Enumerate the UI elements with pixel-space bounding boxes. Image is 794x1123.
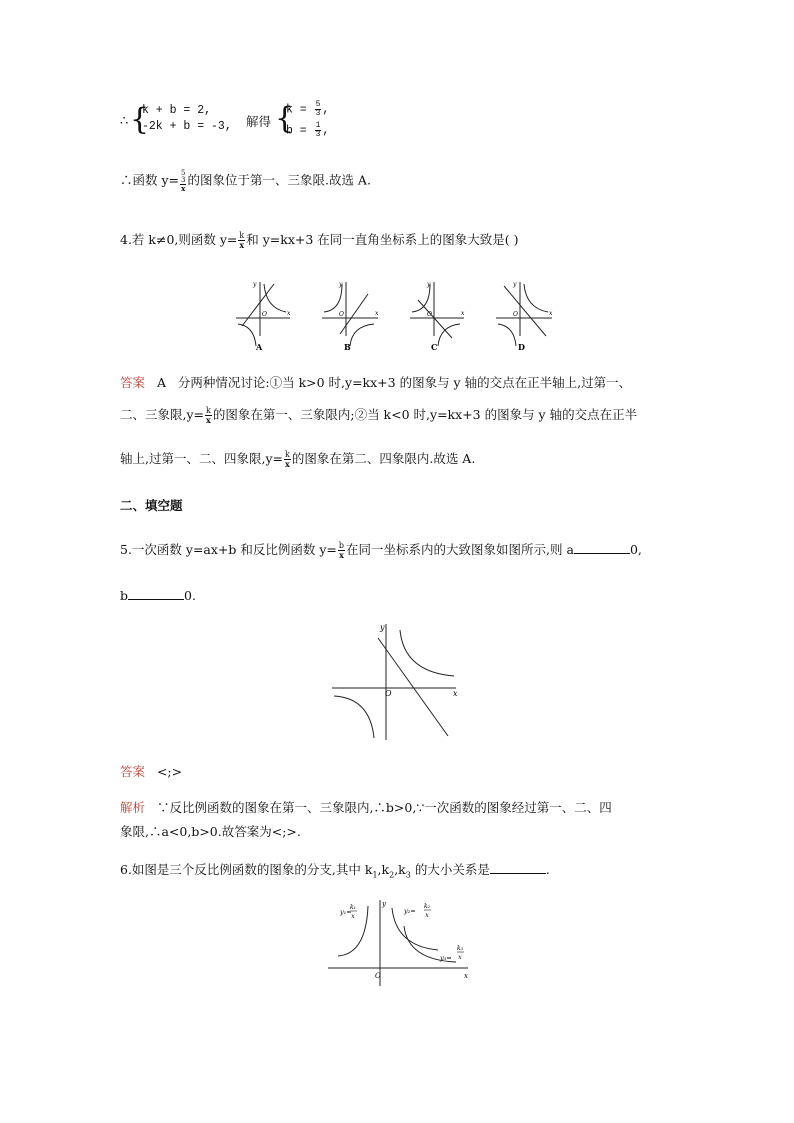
q5-analysis-text1: ∵反比例函数的图象在第一、三象限内,∴b>0,∵一次函数的图象经过第一、二、四 [156, 800, 612, 815]
q4-graph-d [496, 282, 552, 346]
section-title: 二、填空题 [120, 498, 183, 513]
q4-answer-line1 [120, 373, 631, 391]
solution-k-lhs: k = [286, 103, 314, 117]
q6-sep2: ,k [394, 862, 406, 877]
q3-conclusion-fraction [180, 170, 186, 192]
q4-graph-a-hyperbola-q1 [264, 284, 286, 312]
q6-label-k2: k₂ [423, 903, 431, 910]
solution-b-lhs: b = [286, 124, 314, 138]
q4-explanation-line1: 分两种情况讨论:①当 k>0 时,y=kx+3 的图象与 y 轴的交点在正半轴上,过第一、 [177, 375, 632, 390]
q3-conclusion-post: 的图象位于第一、三象限.故选 A. [187, 172, 371, 188]
q4-graph-b-line [340, 294, 368, 334]
q6-sub2: 2 [389, 870, 395, 880]
q6-label-y1: y₁= [340, 908, 352, 916]
q4-graph-a-line [242, 284, 274, 326]
q4-graph-b-y-label: y [339, 281, 343, 288]
q4-graph-a-hyperbola-q3 [238, 324, 256, 346]
q4-option-c: C [431, 342, 438, 352]
q4-option-d: D [518, 342, 525, 352]
q5-analysis-line1 [120, 798, 612, 816]
q5-stem-line1 [120, 540, 642, 559]
q4-graph-c [410, 282, 464, 346]
solution-b-comma: , [322, 124, 330, 138]
q5-analysis-line2: 象限,∴a<0,b>0.故答案为<;>. [120, 824, 301, 839]
q4-graph-d-origin: O [513, 311, 518, 318]
q5-hyperbola-q1 [400, 630, 454, 676]
q4-graph-b-origin: O [339, 311, 344, 318]
q6-label-y1-x: x [351, 913, 355, 920]
q6-stem [120, 860, 550, 880]
q5-graph [330, 618, 462, 742]
q4-line3-frac-den: x [285, 459, 290, 469]
q4-line3-post: 的图象在第二、四象限内.故选 A. [291, 451, 476, 466]
q4-graph-c-origin: O [427, 311, 432, 318]
q4-graph-a-x-label: x [287, 310, 291, 317]
q4-stem-post: 和 y=kx+3 在同一直角坐标系上的图象大致是( ) [246, 232, 519, 247]
q4-graph-a-origin: O [262, 311, 267, 318]
q4-line2-frac-num: k [206, 406, 211, 415]
q6-stem-end: . [545, 862, 550, 877]
q4-graph-a-y-label: y [253, 281, 257, 288]
solution-k-comma: , [322, 103, 330, 117]
solution-k [286, 101, 329, 118]
q4-graph-b-hyperbola-q2 [324, 284, 342, 312]
q5-stem-end1: 0, [629, 542, 642, 557]
q3-conclusion-den: x [181, 184, 186, 193]
q4-answer-line2 [120, 405, 637, 424]
q4-line2-pre: 二、三象限,y= [120, 407, 205, 422]
answer-value: A [156, 375, 166, 390]
q3-conclusion-num-bottom: 3 [181, 176, 186, 184]
q5-hyperbola-q3 [334, 696, 374, 738]
solution-b-den: 3 [315, 130, 321, 139]
q5-frac-den: x [339, 550, 344, 560]
q6-label-k1: k₁ [349, 904, 357, 911]
q3-conclusion-num-top: 5 [181, 169, 186, 177]
q4-stem-pre: 4.若 k≠0,则函数 y= [120, 232, 238, 247]
q4-frac-den: x [239, 240, 245, 250]
q5-y-label: y [380, 623, 385, 632]
q4-graph-b-hyperbola-q4 [350, 324, 374, 346]
q4-line3-fraction [284, 451, 291, 468]
q5-line [378, 638, 448, 736]
answer-label: 答案 [120, 375, 146, 390]
q4-graph-c-y-label: y [427, 281, 431, 288]
q5-x-label: x [453, 689, 458, 698]
q4-graph-d-x-label: x [549, 310, 553, 317]
solve-word: 解得 [246, 114, 272, 129]
equation-2: -2k + b = -3, [142, 120, 232, 133]
q4-line2-frac-den: x [206, 415, 211, 425]
q6-stem-post: 的大小关系是 [410, 862, 490, 877]
q6-label-k3: k₃ [456, 945, 464, 952]
q5-blank-a[interactable] [574, 542, 630, 554]
q4-graph-c-line [418, 300, 452, 338]
q6-stem-pre: 6.如图是三个反比例函数的图象的分支,其中 k [120, 862, 373, 877]
q5-answer-value: <;> [156, 764, 183, 779]
therefore-symbol: ∴ [120, 114, 129, 129]
q5-answer-label: 答案 [120, 764, 146, 779]
q5-frac-num: b [338, 541, 345, 550]
solution-b-num: 1 [315, 121, 321, 130]
q5-line2-pre: b [120, 588, 129, 603]
q6-origin: O [375, 972, 381, 980]
solution-k-den: 3 [315, 109, 321, 118]
q4-graph-c-x-label: x [461, 310, 465, 317]
left-brace-icon: { [130, 102, 150, 137]
q4-option-b: B [344, 342, 351, 352]
q6-label-y2-x: x [425, 912, 429, 919]
q4-graph-d-line [504, 286, 546, 336]
solution-b-fraction [315, 122, 322, 139]
q6-blank[interactable] [490, 862, 546, 874]
q4-graph-c-hyperbola-q2 [412, 284, 430, 312]
q5-answer [120, 762, 182, 780]
q4-frac-num: k [239, 231, 245, 240]
q4-stem [120, 230, 519, 249]
q4-line3-pre: 轴上,过第一、二、四象限,y= [120, 451, 283, 466]
q4-option-a: A [256, 342, 263, 352]
solution-b [286, 122, 329, 139]
q4-line2-fraction [205, 407, 212, 424]
equation-1: k + b = 2, [142, 104, 212, 117]
q4-line3-frac-num: k [284, 450, 290, 459]
q4-option-graphs [228, 278, 558, 354]
q4-graph-b-x-label: x [375, 310, 379, 317]
q4-graph-b [322, 282, 378, 346]
solution-k-fraction [315, 101, 322, 118]
q6-y-label: y [382, 900, 386, 908]
q3-conclusion [120, 170, 371, 192]
q5-analysis-label: 解析 [120, 800, 146, 815]
q5-stem-mid: 在同一坐标系内的大致图象如图所示,则 a [346, 542, 574, 557]
q6-sub1: 1 [372, 870, 378, 880]
right-brace-icon: { [275, 101, 295, 136]
q5-stem-fraction [338, 542, 345, 559]
q6-sep1: ,k [377, 862, 390, 877]
q6-x-label: x [464, 972, 468, 980]
q6-graph [326, 896, 476, 988]
q6-sub3: 3 [405, 870, 411, 880]
q4-graph-d-hyperbola-q1 [524, 284, 548, 312]
q5-stem-line2 [120, 588, 196, 603]
q4-stem-fraction [238, 232, 245, 249]
q6-label-y3: y₃= [440, 954, 452, 962]
q4-line2-post: 的图象在第一、三象限内;②当 k<0 时,y=kx+3 的图象与 y 轴的交点在正半 [212, 407, 638, 422]
q5-line2-end: 0. [184, 588, 196, 603]
q6-label-y2: y₂= [404, 907, 416, 915]
q4-graph-d-y-label: y [513, 281, 517, 288]
solution-k-num: 5 [315, 100, 321, 109]
q5-blank-b[interactable] [128, 588, 184, 600]
q5-origin: O [385, 689, 392, 698]
q6-label-y3-x: x [458, 954, 462, 961]
q4-graph-d-hyperbola-q3 [498, 324, 516, 346]
q5-stem-pre: 5.一次函数 y=ax+b 和反比例函数 y= [120, 542, 337, 557]
q4-answer-line3 [120, 449, 475, 468]
q3-conclusion-pre: ∴函数 y= [120, 172, 180, 188]
